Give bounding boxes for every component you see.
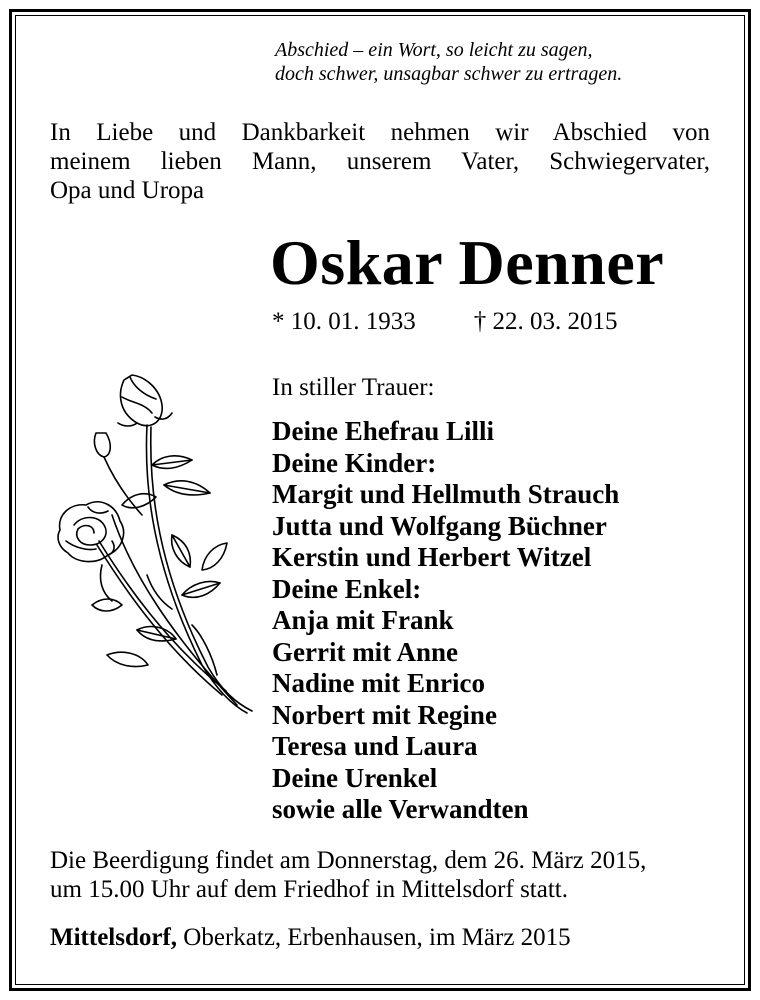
- mourner-line: Deine Ehefrau Lilli: [272, 416, 494, 446]
- birth-date: * 10. 01. 1933: [272, 308, 416, 335]
- mourner-line: Anja mit Frank: [272, 605, 454, 635]
- funeral-line-1: Die Beerdigung findet am Donnerstag, dem 26. März 2015,: [50, 847, 647, 874]
- mourner-line: Norbert mit Regine: [272, 699, 497, 730]
- intro-text: [50, 118, 710, 205]
- mourner-line: sowie alle Verwandten: [272, 794, 529, 824]
- funeral-line-2: um 15.00 Uhr auf dem Friedhof in Mittelsdorf statt.: [50, 876, 568, 903]
- quote-line-1: Abschied – ein Wort, so leicht zu sagen,: [275, 39, 593, 61]
- place-main: Mittelsdorf,: [50, 924, 178, 951]
- intro-line-3: Opa und Uropa: [50, 177, 205, 204]
- mourners-list: [272, 416, 619, 826]
- mourner-line: Jutta und Wolfgang Büchner: [272, 510, 607, 541]
- quote-line-2: doch schwer, unsagbar schwer zu ertragen.: [275, 63, 623, 85]
- mourner-line: Kerstin und Herbert Witzel: [272, 542, 592, 572]
- mourning-intro: In stiller Trauer:: [272, 374, 435, 401]
- mourner-line: Deine Kinder:: [272, 447, 437, 478]
- life-dates: [272, 308, 618, 336]
- deceased-name: Oskar Denner: [270, 227, 665, 298]
- death-date: † 22. 03. 2015: [473, 308, 618, 335]
- place-date-line: [50, 924, 571, 952]
- intro-line-2: meinem lieben Mann, unserem Vater, Schwiegervater,: [50, 148, 710, 175]
- mourner-line: Teresa und Laura: [272, 731, 478, 761]
- mourner-line: Deine Urenkel: [272, 762, 438, 793]
- mourner-line: Deine Enkel:: [272, 573, 422, 604]
- place-rest: Oberkatz, Erbenhausen, im März 2015: [177, 924, 571, 951]
- intro-line-1: In Liebe und Dankbarkeit nehmen wir Abschied von: [50, 119, 710, 146]
- mourner-line: Margit und Hellmuth Strauch: [272, 479, 620, 509]
- rose-illustration-icon: [52, 365, 262, 720]
- mourner-line: Gerrit mit Anne: [272, 636, 458, 667]
- mourner-line: Nadine mit Enrico: [272, 668, 485, 698]
- funeral-notice: [50, 846, 646, 904]
- farewell-quote: [275, 38, 622, 86]
